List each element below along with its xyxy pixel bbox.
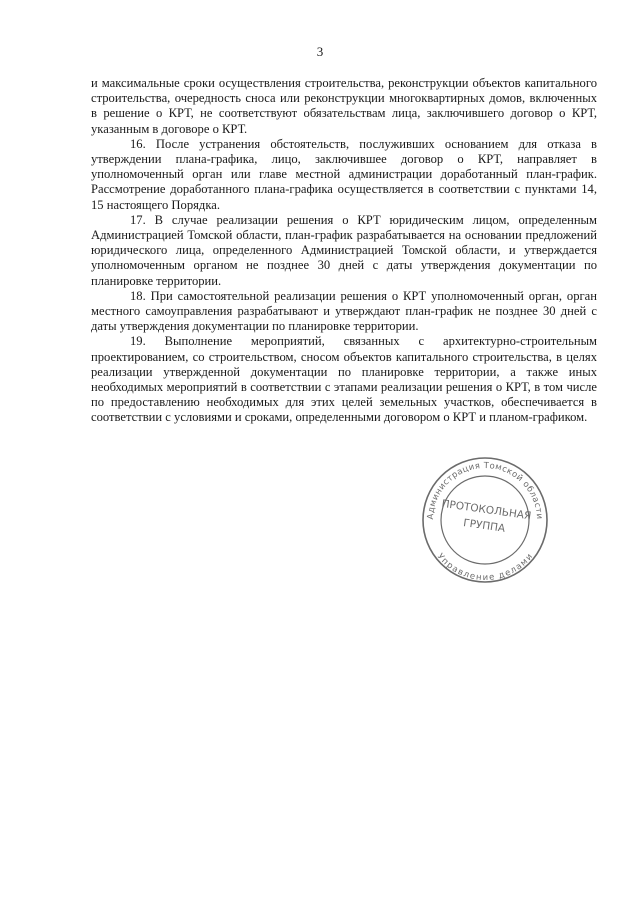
stamp-top-text: Администрация Томской области [425, 460, 545, 520]
stamp-center-line2: ГРУППА [462, 517, 506, 535]
official-stamp [420, 455, 550, 585]
page-number: 3 [316, 44, 324, 59]
paragraph-19: 19. Выполнение мероприятий, связанных с архитектурно-строительным проектированием, со строительством, сносом объектов капитального строительства, в целях реализации утвержденной документации по планировке территории, а также иных необходимых мероприятий в соответствии с этапами реализации решения о КРТ, в том числе по предоставлению необходимых для этих целей земельных участков, обеспечивается в соответствии с условиями и сроками, определенными договором о КРТ и планом-графиком. [91, 334, 597, 425]
paragraph-18: 18. При самостоятельной реализации решения о КРТ уполномоченный орган, орган местного самоуправления разрабатывают и утверждают план-график не позднее 30 дней с даты утверждения документации по планировке территории. [91, 288, 597, 334]
paragraph-17: 17. В случае реализации решения о КРТ юридическим лицом, определенным Администрацией Томской области, план-график разрабатывается на основании предложений юридического лица, определенного Администрацией Томской области, и утверждается уполномоченным органом не позднее 30 дней с даты утверждения документации по планировке территории. [91, 212, 597, 288]
stamp-bottom-text: Управление делами [434, 551, 536, 584]
stamp-center-line1: ПРОТОКОЛЬНАЯ [440, 497, 532, 523]
paragraph-continuation: и максимальные сроки осуществления строительства, реконструкции объектов капитального строительства, очередность сноса или реконструкции многоквартирных домов, включенных в решение о КРТ, не соответствуют обязательствам лица, заключившего договор о КРТ, указанным в договоре о КРТ. [91, 76, 597, 136]
document-body [91, 76, 597, 426]
paragraph-16: 16. После устранения обстоятельств, послуживших основанием для отказа в утверждении плана-графика, лицо, заключившее договор о КРТ, направляет в уполномоченный орган или главе местной администрации доработанный план-график. Рассмотрение доработанного плана-графика осуществляется в соответствии с пунктами 14, 15 настоящего Порядка. [91, 136, 597, 212]
svg-text:Управление делами [435, 552, 535, 583]
